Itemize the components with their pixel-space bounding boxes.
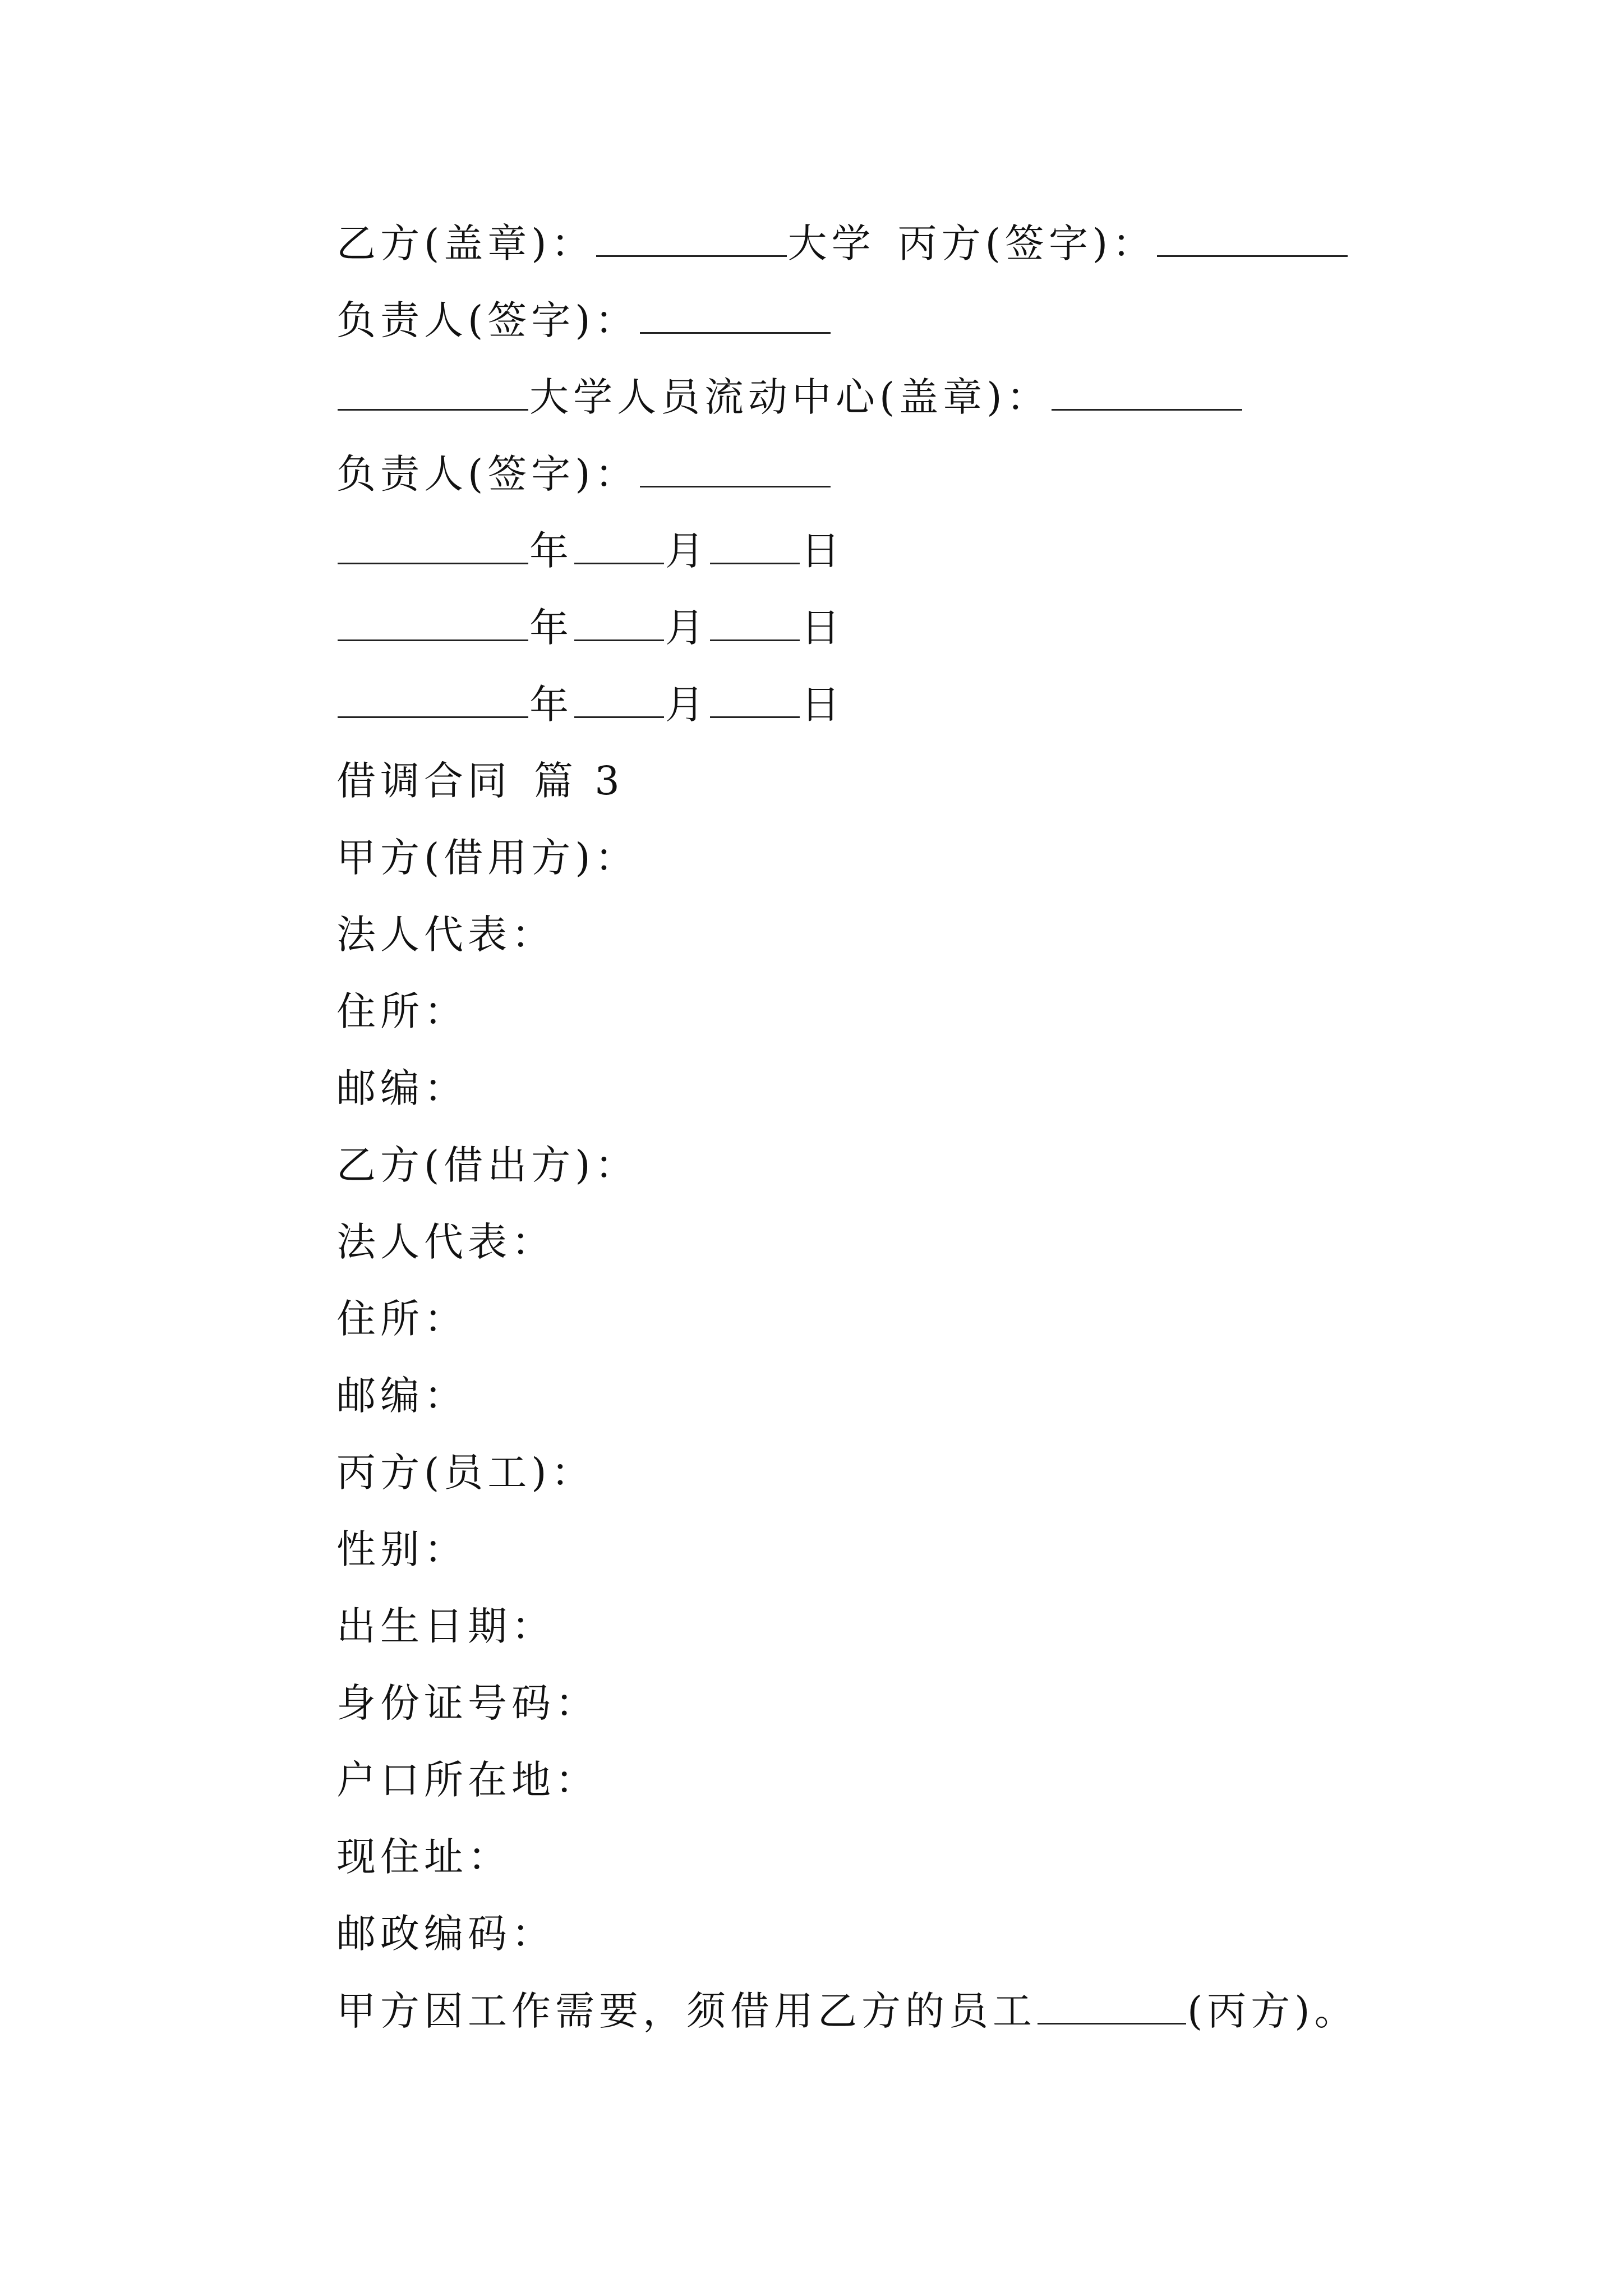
signature-line-party-b [336,205,1486,282]
month-label: 月 [665,605,709,651]
field-label: 丙方(员工)： [336,1450,595,1496]
day-blank[interactable] [710,666,800,718]
day-label: 日 [801,605,845,651]
field-line [336,1895,1486,1972]
field-line [336,820,1486,896]
field-line [336,1588,1486,1665]
borrow-statement-suffix: (丙方)。 [1187,1988,1358,2034]
field-label: 住所： [336,1296,468,1342]
field-label: 住所： [336,988,468,1034]
field-label: 邮政编码： [336,1911,555,1957]
year-blank[interactable] [338,666,528,718]
responsible-person-blank-2[interactable] [640,435,831,487]
field-label: 身份证号码： [336,1680,599,1726]
field-line [336,1358,1486,1434]
mobility-center-line [336,358,1486,435]
day-label: 日 [801,682,845,728]
day-blank[interactable] [710,589,800,641]
university-name-blank[interactable] [596,205,787,257]
field-line [336,1050,1486,1127]
field-label: 邮编： [336,1373,468,1419]
field-line [336,973,1486,1050]
date-line-3 [336,666,1486,743]
mobility-center-label: 大学人员流动中心(盖章)： [529,374,1050,420]
party-b-seal-label: 乙方(盖章)： [336,220,595,266]
field-line [336,1819,1486,1895]
field-line [336,1434,1486,1511]
responsible-person-label-2: 负责人(签字)： [336,451,639,497]
university-name-blank-2[interactable] [338,358,528,411]
field-label: 乙方(借出方)： [336,1142,639,1188]
year-blank[interactable] [338,589,528,641]
field-label: 出生日期： [336,1603,555,1649]
field-line [336,1742,1486,1819]
date-line-1 [336,512,1486,589]
document-body [336,205,1486,2049]
month-blank[interactable] [574,512,664,564]
month-label: 月 [665,528,709,574]
field-line [336,1204,1486,1281]
day-label: 日 [801,528,845,574]
month-label: 月 [665,682,709,728]
field-line [336,1511,1486,1588]
field-line [336,1281,1486,1358]
responsible-person-label: 负责人(签字)： [336,297,639,343]
field-label: 性别： [336,1526,468,1572]
day-blank[interactable] [710,512,800,564]
year-label: 年 [529,528,573,574]
section-number: 篇 3 [534,758,624,804]
university-suffix: 大学 [787,220,875,266]
field-label: 现住址： [336,1834,511,1880]
year-blank[interactable] [338,512,528,564]
year-label: 年 [529,682,573,728]
responsible-person-line-1 [336,282,1486,358]
party-c-sign-label: 丙方(签字)： [897,220,1156,266]
field-label: 邮编： [336,1065,468,1111]
year-label: 年 [529,605,573,651]
field-line [336,1127,1486,1204]
section-title: 借调合同 [336,758,511,804]
employee-name-blank[interactable] [1038,1972,1186,2024]
mobility-center-seal-blank[interactable] [1052,358,1242,411]
date-line-2 [336,589,1486,666]
field-line [336,896,1486,973]
field-label: 法人代表： [336,912,555,958]
month-blank[interactable] [574,589,664,641]
field-line [336,1665,1486,1742]
field-label: 甲方(借用方)： [336,835,639,881]
party-c-sign-blank[interactable] [1157,205,1348,257]
borrow-statement-line [336,1972,1486,2049]
borrow-statement-text: 甲方因工作需要，须借用乙方的员工 [336,1988,1036,2034]
responsible-person-line-2 [336,435,1486,512]
field-label: 法人代表： [336,1219,555,1265]
month-blank[interactable] [574,666,664,718]
section-heading [336,743,1486,820]
field-label: 户口所在地： [336,1757,599,1803]
responsible-person-blank[interactable] [640,282,831,334]
